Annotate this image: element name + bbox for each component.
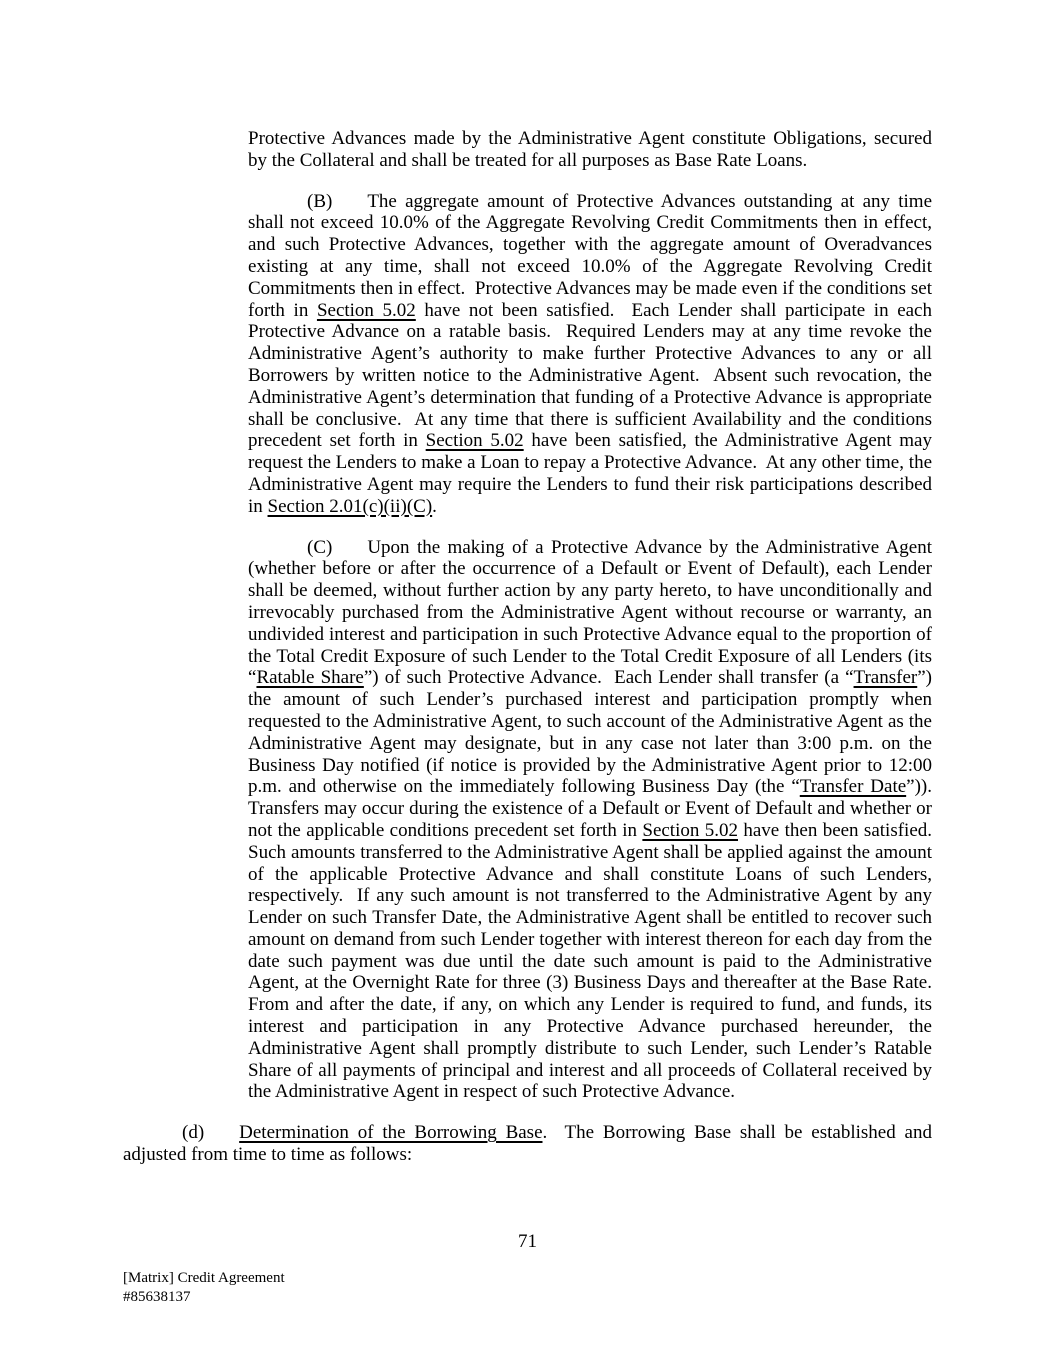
text-run: have not been satisfied. Each Lender shall participate in each Protective Advance on a ratable basis. Required Lenders may at any time revoke the Administrative Agent’s authority to make further Protective Advances to any or all Borrowers by written notice to the Administrative Agent. Absent such revocation, the Administrative Agent’s determination that funding of a Protective Advance is appropriate shall be conclusive. At any time that there is sufficient Availability and the conditions precedent set forth in	[248, 299, 937, 452]
clause-B	[248, 190, 937, 518]
underlined-term: Section 5.02	[425, 430, 524, 452]
clause-C	[248, 536, 942, 1104]
underlined-term: Transfer	[853, 667, 918, 689]
underlined-term: Ratable Share	[256, 667, 364, 689]
footer-doc-id: #85638137	[123, 1288, 191, 1305]
document-body	[123, 128, 942, 1166]
clause-label: (B)	[307, 190, 333, 212]
page-number: 71	[518, 1231, 537, 1252]
underlined-term: Section 5.02	[316, 299, 416, 321]
text-run: ”) the amount of such Lender’s purchased interest and participation promptly when requested to the Administrative Agent, to such account of the Administrative Agent as the Administrative Agent may designate, but in any case not later than 3:00 p.m. on the Business Day notified (if notice is provided by the Administrative Agent prior to 12:00 p.m. and otherwise on the immediately following Business Day (the “	[248, 667, 937, 798]
text-run: The aggregate amount of Protective Advances outstanding at any time shall not exceed 10.0% of the Aggregate Revolving Credit Commitments then in effect, and such Protective Advances, together with the aggregate amount of Overadvances existing at any time, shall not exceed 10.0% of the Aggregate Revolving Credit Commitments then in effect. Protective Advances may be made even if the conditions set forth in	[248, 190, 937, 321]
clause-label: (d)	[182, 1122, 205, 1144]
text-run: .	[432, 495, 437, 517]
clause-label: (C)	[307, 536, 333, 558]
underlined-term: Section 5.02	[642, 819, 738, 841]
underlined-term: Transfer Date	[799, 776, 907, 798]
text-run: Protective Advances made by the Administrative Agent constitute Obligations, secured by the Collateral and shall be treated for all purposes as Base Rate Loans.	[248, 128, 937, 171]
text-run: ”)). Transfers may occur during the existence of a Default or Event of Default and whether or not the applicable conditions precedent set forth in	[248, 776, 942, 841]
paragraph-continuation	[248, 128, 937, 172]
text-run: have been satisfied, the Administrative Agent may request the Lenders to make a Loan to repay a Protective Advance. At any other time, the Administrative Agent may require the Lenders to fund their risk participations described in	[248, 430, 937, 517]
underlined-term: Section 2.01(c)(ii)(C)	[267, 495, 433, 517]
text-run: . The Borrowing Base shall be established and adjusted from time to time as follows:	[123, 1122, 937, 1166]
clause-d	[123, 1122, 937, 1166]
underlined-term: Determination of the Borrowing Base	[239, 1122, 543, 1144]
text-run: ”) of such Protective Advance. Each Lender shall transfer (a “	[363, 667, 854, 689]
document-footer	[123, 1269, 285, 1306]
text-run: have then been satisfied. Such amounts transferred to the Administrative Agent shall be applied against the amount of the applicable Protective Advance and shall constitute Loans of such Lenders, respectively. If any such amount is not transferred to the Administrative Agent by any Lender on such Transfer Date, the Administrative Agent shall be entitled to recover such amount on demand from such Lender together with interest thereon for each day from the date such payment was due until the date such amount is paid to the Administrative Agent, at the Overnight Rate for three (3) Business Days and thereafter at the Base Rate. From and after the date, if any, on which any Lender is required to fund, and funds, its interest and participation in any Protective Advance purchased hereunder, the Administrative Agent shall promptly distribute to such Lender, such Lender’s Ratable Share of all payments of principal and interest and all proceeds of Collateral received by the Administrative Agent in respect of such Protective Advance.	[248, 819, 942, 1103]
text-run: Upon the making of a Protective Advance by the Administrative Agent (whether before or after the occurrence of a Default or Event of Default), each Lender shall be deemed, without further action by any party hereto, to have unconditionally and irrevocably purchased from the Administrative Agent without recourse or warranty, an undivided interest and participation in such Protective Advance equal to the proportion of the Total Credit Exposure of such Lender to the Total Credit Exposure of all Lenders (its “	[248, 536, 937, 689]
footer-doc-title: [Matrix] Credit Agreement	[123, 1270, 285, 1286]
